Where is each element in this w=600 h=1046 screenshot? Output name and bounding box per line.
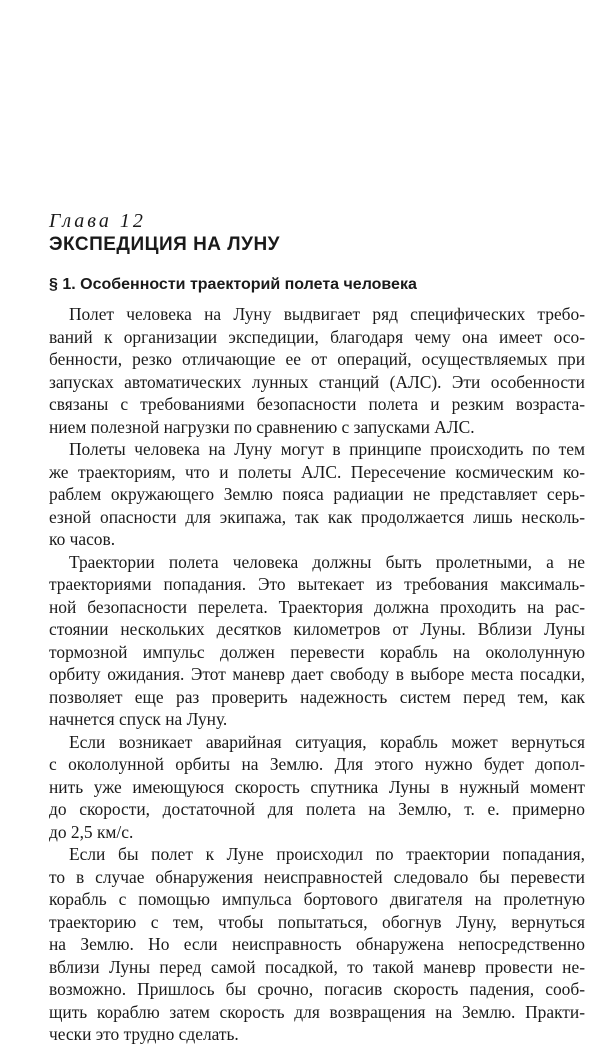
text-line: нить уже имеющуюся скорость спутника Луны в нужный момент xyxy=(49,776,585,797)
text-line: Если бы полет к Луне происходил по траектории попадания, xyxy=(69,844,585,864)
text-line: орбиту ожидания. Этот маневр дает свободу в выборе места посадки, xyxy=(49,664,585,684)
text-line: вблизи Луны перед самой посадкой, то такой маневр провести не- xyxy=(49,956,585,977)
text-line: езной опасности для экипажа, так как продолжается лишь несколь- xyxy=(49,506,585,527)
text-line: нием полезной нагрузки по сравнению с запусками АЛС. xyxy=(49,416,475,437)
text-line: возможно. Пришлось бы срочно, погасив скорость падения, сооб- xyxy=(49,979,585,999)
text-line: до 2,5 км/с. xyxy=(49,821,134,842)
text-line: на Землю. Но если неисправность обнаружена непосредственно xyxy=(49,934,585,954)
text-line: ко часов. xyxy=(49,529,116,549)
chapter-label: Глава 12 xyxy=(49,210,146,232)
text-line: тормозной импульс должен перевести корабль на окололунную xyxy=(49,641,585,662)
text-line: Если возникает аварийная ситуация, корабль может вернуться xyxy=(69,731,585,752)
text-line: Полет человека на Луну выдвигает ряд специфических требо- xyxy=(69,304,585,324)
text-line: щить кораблю затем скорость для возвращения на Землю. Практи- xyxy=(49,1001,585,1022)
text-line: ной безопасности перелета. Траектория должна проходить на рас- xyxy=(49,596,585,617)
text-line: с окололунной орбиты на Землю. Для этого нужно будет допол- xyxy=(49,754,585,774)
text-line: до скорости, достаточной для полета на Землю, т. е. примерно xyxy=(49,799,585,819)
text-line: корабль с помощью импульса бортового двигателя на пролетную xyxy=(49,889,585,909)
text-line: же траекториям, что и полеты АЛС. Пересечение космическим ко- xyxy=(49,461,585,482)
text-line: раблем окружающего Землю пояса радиации не представляет серь- xyxy=(49,484,585,504)
text-line: Полеты человека на Луну могут в принципе происходить по тем xyxy=(69,439,585,459)
text-line: бенности, резко отличающие ее от операций, осуществляемых при xyxy=(49,349,585,369)
text-line: позволяет еще раз проверить надежность систем перед тем, как xyxy=(49,686,585,707)
text-line: ваний к организации экспедиции, благодаря чему она имеет осо- xyxy=(49,326,585,347)
text-line: запусках автоматических лунных станций (АЛС). Эти особенности xyxy=(49,371,585,392)
text-line: траекториями попадания. Это вытекает из требования максималь- xyxy=(49,574,585,594)
section-title: § 1. Особенности траекторий полета человека xyxy=(49,276,417,293)
chapter-title: ЭКСПЕДИЦИЯ НА ЛУНУ xyxy=(49,234,280,255)
body-text xyxy=(49,303,585,1046)
text-line: начнется спуск на Луну. xyxy=(49,709,228,729)
text-line: траекторию с тем, чтобы попытаться, обогнув Луну, вернуться xyxy=(49,911,585,932)
text-line: Траектории полета человека должны быть пролетными, а не xyxy=(69,551,585,572)
text-line: связаны с требованиями безопасности полета и резким возраста- xyxy=(49,394,585,414)
text-line: то в случае обнаружения неисправностей следовало бы перевести xyxy=(49,866,585,887)
text-line: стоянии нескольких десятков километров от Луны. Вблизи Луны xyxy=(49,619,585,639)
text-line: чески это трудно сделать. xyxy=(49,1024,239,1044)
